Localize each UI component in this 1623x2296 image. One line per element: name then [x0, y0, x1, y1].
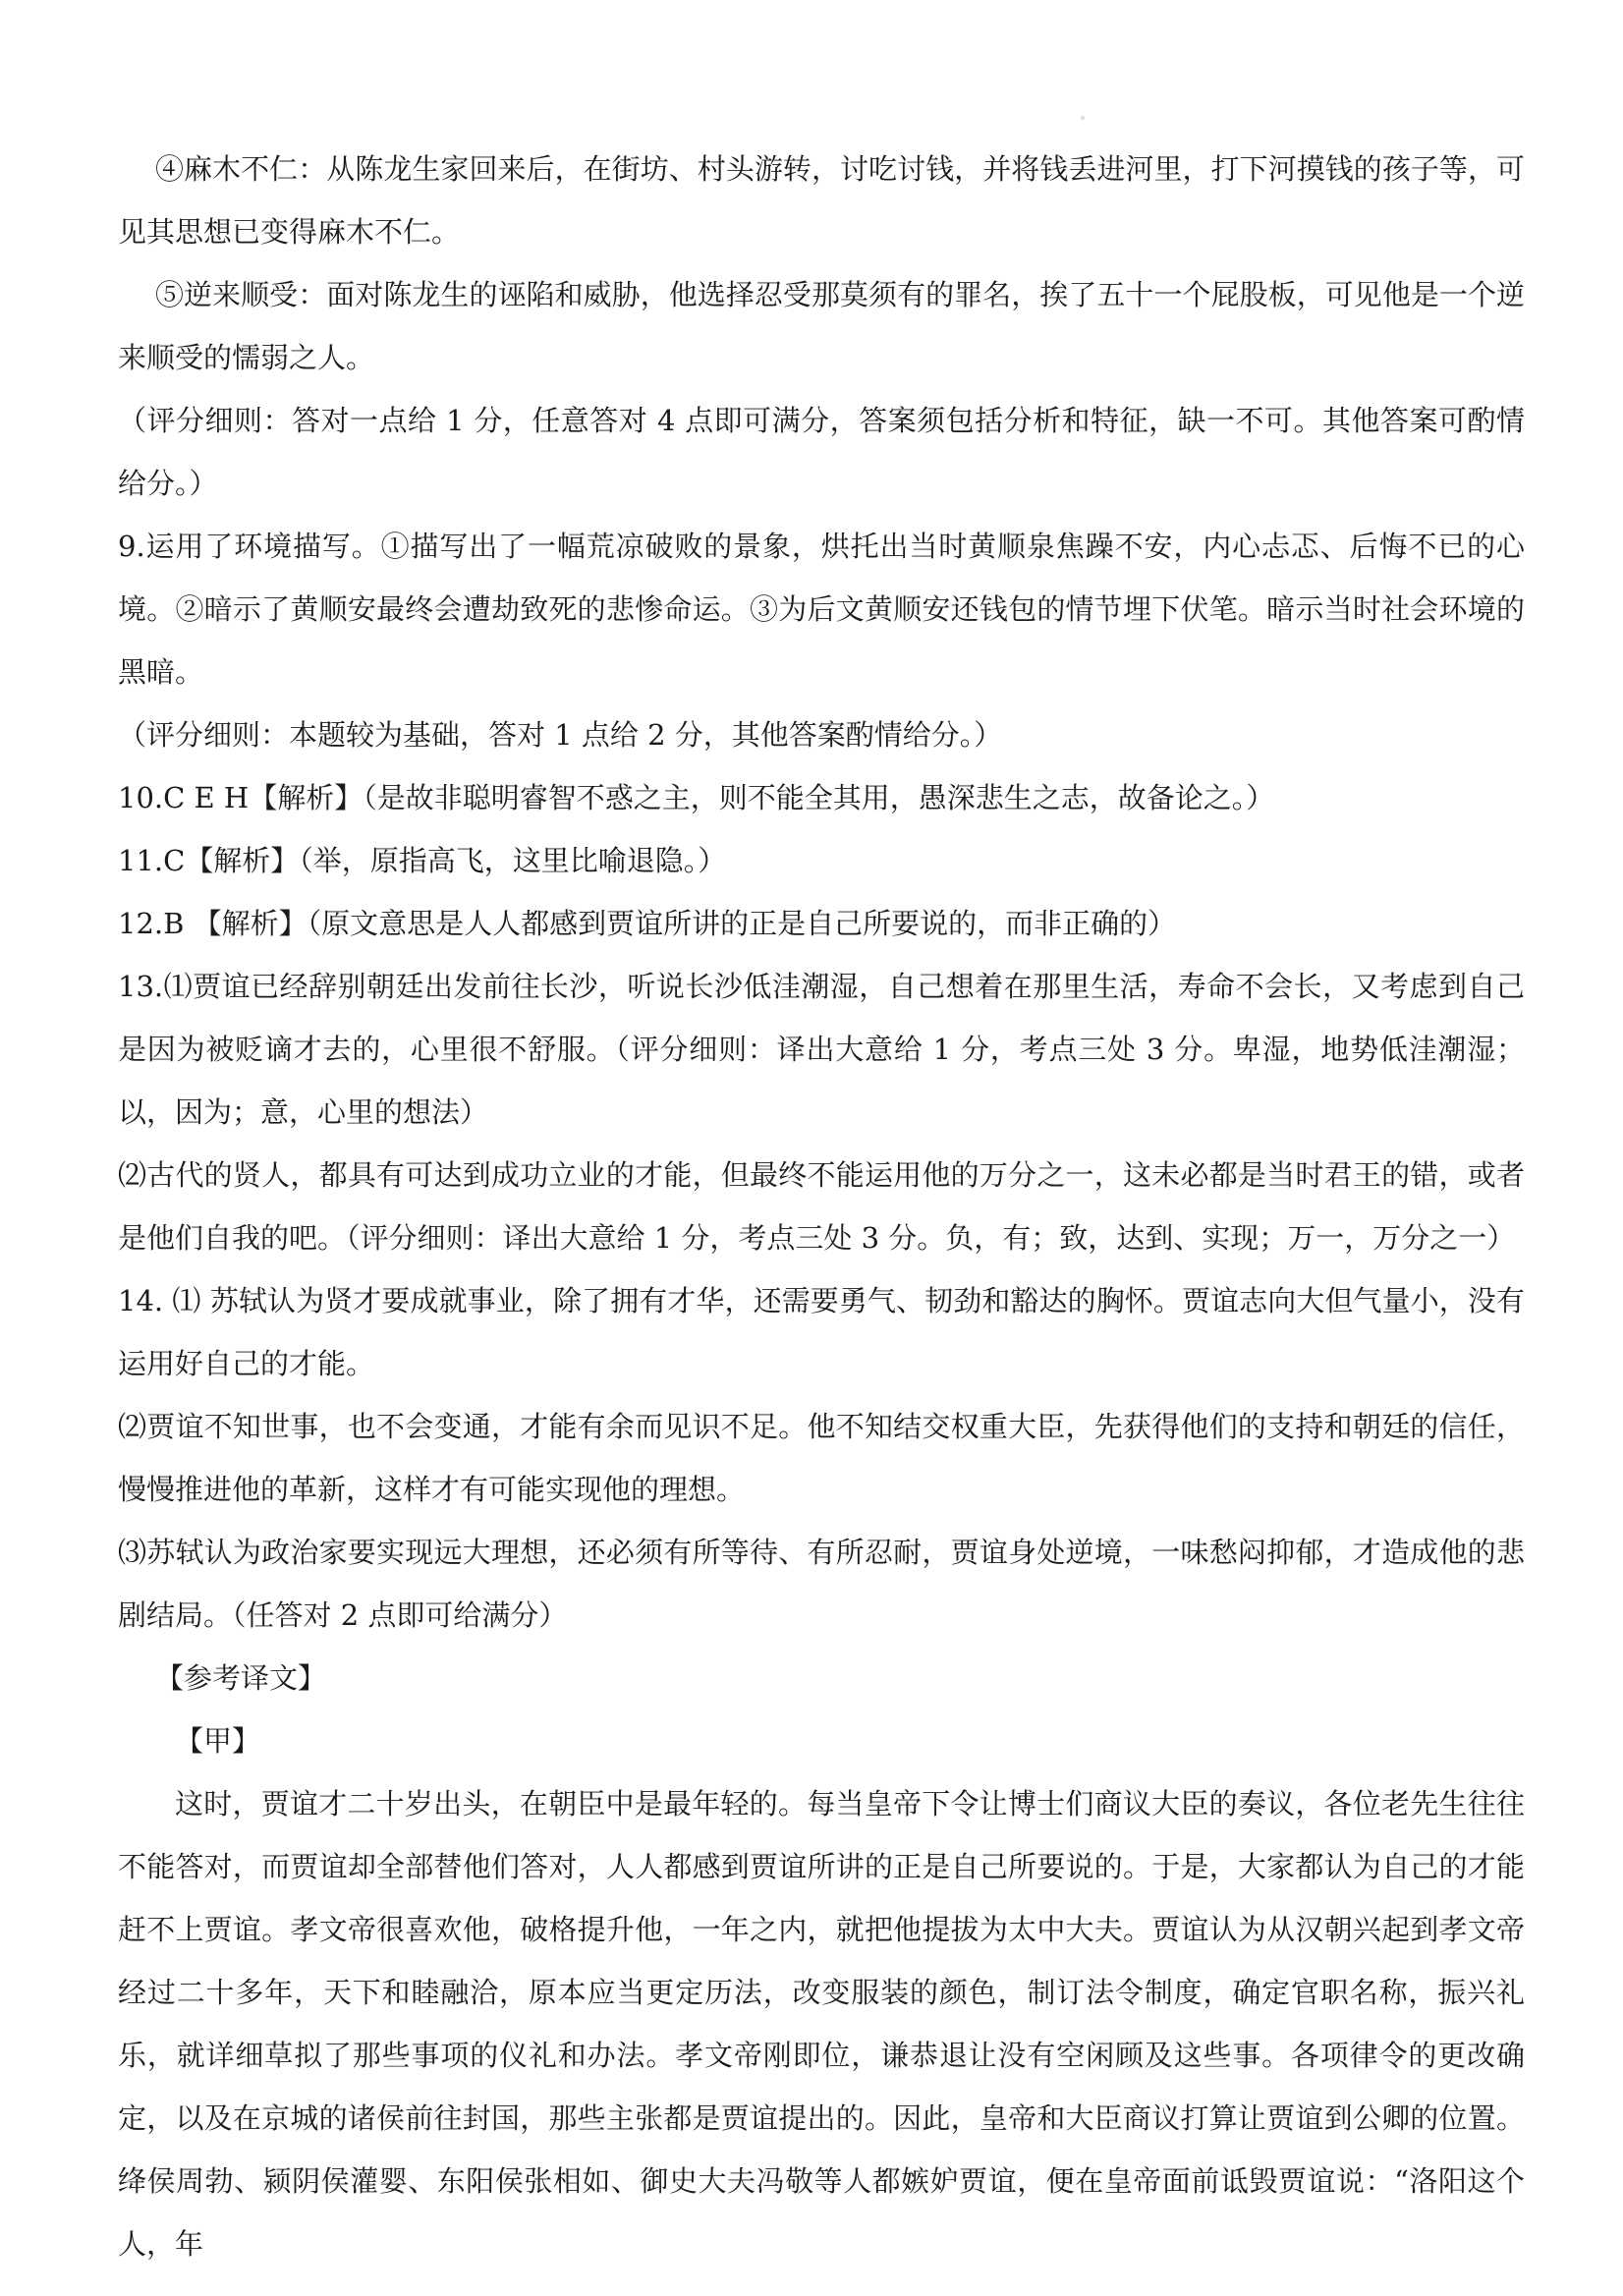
answer-item-8-point-5: ⑤逆来顺受：面对陈龙生的诬陷和威胁，他选择忍受那莫须有的罪名，挨了五十一个屁股板，可见他是一个逆来顺受的懦弱之人。: [118, 278, 1525, 374]
answer-item-14-part-2: ⑵贾谊不知世事，也不会变通，才能有余而见识不足。他不知结交权重大臣，先获得他们的支持和朝廷的信任，慢慢推进他的革新，这样才有可能实现他的理想。: [118, 1410, 1525, 1506]
scoring-rule-8: （评分细则：答对一点给 1 分，任意答对 4 点即可满分，答案须包括分析和特征，缺一不可。其他答案可酌情给分。）: [118, 404, 1525, 500]
answer-key-body: [118, 138, 1525, 2275]
answer-item-9: 9.运用了环境描写。①描写出了一幅荒凉破败的景象，烘托出当时黄顺泉焦躁不安，内心忐忑、后悔不已的心境。②暗示了黄顺安最终会遭劫致死的悲惨命运。③为后文黄顺安还钱包的情节埋下伏笔。暗示当时社会环境的黑暗。: [118, 530, 1525, 689]
translation-section-jia-heading: 【甲】: [175, 1724, 261, 1758]
answer-item-14-part-1: 14. ⑴ 苏轼认为贤才要成就事业，除了拥有才华，还需要勇气、韧劲和豁达的胸怀。贾谊志向大但气量小，没有运用好自己的才能。: [118, 1284, 1525, 1380]
answer-item-13-part-1: 13.⑴贾谊已经辞别朝廷出发前往长沙，听说长沙低洼潮湿，自己想着在那里生活，寿命不会长，又考虑到自己是因为被贬谪才去的，心里很不舒服。（评分细则：译出大意给 1 分，考点三处 3 分。卑湿，地势低洼潮湿；以，因为；意，心里的想法）: [118, 970, 1525, 1129]
answer-item-11: 11.C【解析】（举，原指高飞，这里比喻退隐。）: [118, 844, 727, 877]
scoring-rule-9: （评分细则：本题较为基础，答对 1 点给 2 分，其他答案酌情给分。）: [118, 718, 1003, 752]
answer-item-12: 12.B 【解析】（原文意思是人人都感到贾谊所讲的正是自己所要说的，而非正确的）: [118, 907, 1177, 940]
reference-translation-heading: 【参考译文】: [155, 1661, 327, 1695]
scan-speck: [1081, 116, 1085, 120]
answer-item-8-point-4: ④麻木不仁：从陈龙生家回来后，在街坊、村头游转，讨吃讨钱，并将钱丢进河里，打下河摸钱的孩子等，可见其思想已变得麻木不仁。: [118, 152, 1525, 249]
translation-section-jia-body: 这时，贾谊才二十岁出头，在朝臣中是最年轻的。每当皇帝下令让博士们商议大臣的奏议，各位老先生往往不能答对，而贾谊却全部替他们答对，人人都感到贾谊所讲的正是自己所要说的。于是，大家都认为自己的才能赶不上贾谊。孝文帝很喜欢他，破格提升他，一年之内，就把他提拔为太中大夫。贾谊认为从汉朝兴起到孝文帝经过二十多年，天下和睦融洽，原本应当更定历法，改变服装的颜色，制订法令制度，确定官职名称，振兴礼乐，就详细草拟了那些事项的仪礼和办法。孝文帝刚即位，谦恭退让没有空闲顾及这些事。各项律令的更改确定，以及在京城的诸侯前往封国，那些主张都是贾谊提出的。因此，皇帝和大臣商议打算让贾谊到公卿的位置。绛侯周勃、颍阴侯灌婴、东阳侯张相如、御史大夫冯敬等人都嫉妒贾谊，便在皇帝面前诋毁贾谊说：“洛阳这个人，年: [118, 1787, 1525, 2261]
answer-item-10: 10.C E H【解析】（是故非聪明睿智不惑之主，则不能全其用，愚深悲生之志，故备论之。）: [118, 781, 1275, 814]
answer-item-14-part-3: ⑶苏轼认为政治家要实现远大理想，还必须有所等待、有所忍耐，贾谊身处逆境，一味愁闷抑郁，才造成他的悲剧结局。（任答对 2 点即可给满分）: [118, 1536, 1525, 1632]
answer-item-13-part-2: ⑵古代的贤人，都具有可达到成功立业的才能，但最终不能运用他的万分之一，这未必都是当时君王的错，或者是他们自我的吧。（评分细则：译出大意给 1 分，考点三处 3 分。负，有；致，达到、实现；万一，万分之一）: [118, 1158, 1525, 1255]
